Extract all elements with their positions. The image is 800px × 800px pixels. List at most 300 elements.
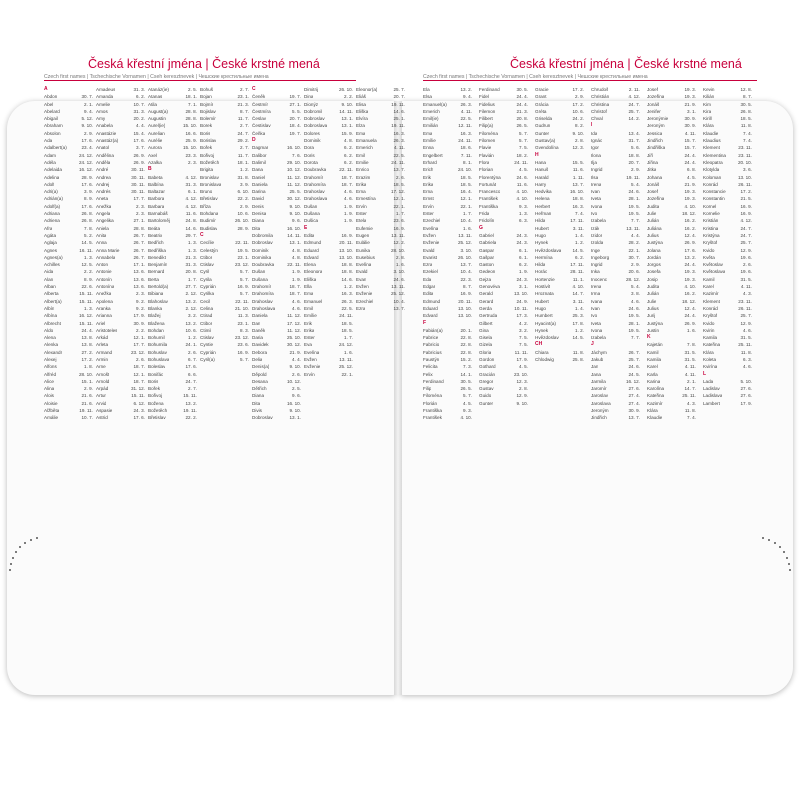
name-entry bbox=[96, 195, 145, 202]
name-day-date: 13. 10. bbox=[338, 254, 353, 260]
name-text: Bohuslava bbox=[148, 356, 170, 362]
name-entry bbox=[252, 268, 301, 275]
name-text: Dětřich bbox=[252, 386, 267, 392]
name-day-date: 14. 5. bbox=[572, 247, 584, 253]
name-text: Celina bbox=[200, 305, 214, 311]
name-text: Ema bbox=[423, 130, 433, 136]
name-day-date: 24. 7. bbox=[628, 101, 640, 107]
name-text: Arnošt bbox=[96, 371, 110, 377]
name-entry bbox=[479, 174, 528, 181]
name-entry bbox=[703, 320, 752, 327]
name-text: Bříza bbox=[200, 203, 211, 209]
name-day-date: 9. 10. bbox=[341, 101, 353, 107]
name-text: Karel bbox=[703, 284, 714, 290]
name-text: Dalibor bbox=[252, 152, 267, 158]
name-day-date: 4. 10. bbox=[572, 284, 584, 290]
name-text: Adalbert(a) bbox=[44, 145, 67, 151]
name-entry bbox=[200, 130, 249, 137]
name-day-date: 7. 5. bbox=[519, 335, 528, 341]
name-day-date: 30. 11. bbox=[131, 189, 145, 195]
name-text: Anatol bbox=[96, 145, 110, 151]
name-entry bbox=[200, 320, 249, 327]
name-day-date: 31. 3. bbox=[133, 108, 145, 114]
name-text: Hanuš bbox=[535, 167, 549, 173]
name-day-date: 4. 11. bbox=[684, 364, 696, 370]
name-text: Kleopatra bbox=[703, 159, 723, 165]
name-entry bbox=[703, 298, 752, 305]
name-day-date: 22. 11. bbox=[287, 262, 301, 268]
name-day-date: 31. 5. bbox=[740, 276, 752, 282]
name-text: Debora bbox=[252, 349, 268, 355]
name-entry bbox=[423, 378, 472, 385]
name-entry bbox=[252, 130, 301, 137]
name-day-date: 12. 8. bbox=[740, 87, 752, 92]
name-entry bbox=[44, 247, 93, 254]
name-day-date: 2. 8. bbox=[396, 254, 405, 260]
name-day-date: 10. 4. bbox=[393, 298, 405, 304]
name-text: Izolda bbox=[591, 240, 604, 246]
name-text: Evženie bbox=[356, 291, 373, 297]
name-entry bbox=[304, 320, 353, 327]
name-day-date: 14. 1. bbox=[460, 371, 472, 377]
name-day-date: 24. 5. bbox=[628, 371, 640, 377]
name-text: Erik bbox=[423, 174, 431, 180]
name-day-date: 6. 2. bbox=[519, 262, 528, 268]
name-entry bbox=[423, 232, 472, 239]
name-entry bbox=[535, 144, 584, 151]
name-text: Alban bbox=[44, 284, 56, 290]
name-text: Balbína bbox=[148, 181, 164, 187]
name-day-date: 16. 9. bbox=[393, 225, 405, 231]
name-text: Evženie bbox=[304, 364, 321, 370]
name-entry bbox=[479, 210, 528, 217]
name-entry bbox=[44, 188, 93, 195]
name-text: Evžen bbox=[304, 356, 317, 362]
name-entry bbox=[591, 407, 640, 414]
name-entry bbox=[479, 166, 528, 173]
name-day-date: 1. 11. bbox=[572, 174, 584, 180]
name-text: Blažena bbox=[148, 320, 165, 326]
name-entry bbox=[252, 363, 301, 370]
name-entry bbox=[44, 217, 93, 224]
name-text: Eufemie bbox=[356, 225, 373, 231]
name-entry bbox=[200, 195, 249, 202]
name-text: Drahoslav bbox=[252, 298, 273, 304]
name-entry bbox=[591, 268, 640, 275]
name-day-date: 25. 11. bbox=[682, 393, 696, 399]
name-entry bbox=[591, 378, 640, 385]
name-entry bbox=[148, 341, 197, 348]
name-day-date: 1. 3. bbox=[84, 254, 93, 260]
name-entry bbox=[535, 203, 584, 210]
name-entry bbox=[703, 247, 752, 254]
name-entry bbox=[304, 247, 353, 254]
name-entry bbox=[535, 356, 584, 363]
name-entry bbox=[200, 268, 249, 275]
name-entry bbox=[200, 152, 249, 159]
name-text: Amelie bbox=[96, 101, 111, 107]
name-text: Blažej bbox=[148, 313, 161, 319]
name-entry bbox=[356, 166, 405, 173]
name-day-date: 3. 11. bbox=[572, 298, 584, 304]
name-entry bbox=[252, 349, 301, 356]
name-day-date: 19. 3. bbox=[684, 196, 696, 202]
name-text: Annabela bbox=[96, 254, 116, 260]
name-entry bbox=[252, 385, 301, 392]
name-column bbox=[200, 86, 249, 363]
name-column bbox=[252, 86, 301, 422]
name-entry bbox=[423, 137, 472, 144]
name-text: Božetěch bbox=[148, 408, 168, 414]
name-text: Jaroslav bbox=[591, 393, 609, 399]
name-day-date: 30. 7. bbox=[81, 94, 93, 100]
name-text: Kvirin bbox=[703, 327, 715, 333]
name-entry bbox=[647, 174, 696, 181]
name-day-date: 19. 5. bbox=[628, 313, 640, 319]
name-column bbox=[423, 86, 472, 422]
name-entry bbox=[44, 181, 93, 188]
name-entry bbox=[591, 101, 640, 108]
name-entry bbox=[304, 371, 353, 378]
name-day-date: 24. 4. bbox=[516, 101, 528, 107]
name-entry bbox=[703, 385, 752, 392]
name-text: Ida bbox=[591, 130, 598, 136]
name-day-date: 5. 4. bbox=[631, 181, 640, 187]
name-day-date: 8. 2. bbox=[575, 123, 584, 129]
name-day-date: 22. 1. bbox=[341, 371, 353, 377]
name-day-date: 20. 7. bbox=[393, 94, 405, 100]
name-entry bbox=[356, 86, 405, 93]
name-entry bbox=[200, 217, 249, 224]
name-entry bbox=[647, 247, 696, 254]
name-entry bbox=[44, 239, 93, 246]
name-entry bbox=[423, 210, 472, 217]
name-text: Irma bbox=[591, 291, 601, 297]
name-text: Cyril(a) bbox=[200, 356, 215, 362]
name-day-date: 24. 9. bbox=[516, 298, 528, 304]
name-day-date: 13. 6. bbox=[133, 276, 145, 282]
name-text: Axel bbox=[148, 152, 157, 158]
name-entry bbox=[423, 392, 472, 399]
name-text: Eleonor(a) bbox=[356, 87, 378, 92]
name-entry bbox=[304, 327, 353, 334]
name-entry bbox=[96, 407, 145, 414]
name-entry bbox=[535, 320, 584, 327]
name-day-date: 31. 5. bbox=[740, 335, 752, 341]
name-text: Gaston bbox=[479, 262, 494, 268]
name-entry bbox=[703, 254, 752, 261]
name-day-date: 25. 12. bbox=[338, 364, 353, 370]
letter-heading-text: D bbox=[252, 137, 256, 144]
name-entry bbox=[647, 371, 696, 378]
name-text: Albín bbox=[44, 305, 55, 311]
name-text: Aurélie bbox=[148, 138, 163, 144]
name-day-date: 7. 4. bbox=[575, 211, 584, 217]
name-day-date: 27. 4. bbox=[628, 393, 640, 399]
name-entry bbox=[356, 152, 405, 159]
name-text: Achilles bbox=[44, 262, 60, 268]
name-day-date: 15. 7. bbox=[684, 145, 696, 151]
name-text: Justin bbox=[647, 327, 660, 333]
name-entry bbox=[703, 276, 752, 283]
name-text: Albrecht bbox=[44, 320, 61, 326]
name-day-date: 30. 5. bbox=[740, 101, 752, 107]
name-day-date: 9. 10. bbox=[572, 130, 584, 136]
name-text: Ferdinand bbox=[479, 87, 500, 92]
name-text: Erika bbox=[304, 327, 315, 333]
name-day-date: 22. 5. bbox=[341, 305, 353, 311]
name-day-date: 17. 2. bbox=[572, 87, 584, 92]
name-text: Ema bbox=[304, 291, 314, 297]
name-entry bbox=[96, 298, 145, 305]
name-day-date: 16. 10. bbox=[286, 145, 301, 151]
name-text: Fabricius bbox=[423, 349, 442, 355]
name-entry bbox=[535, 210, 584, 217]
name-text: Florián bbox=[423, 400, 438, 406]
name-entry bbox=[44, 371, 93, 378]
name-day-date: 6. 7. bbox=[188, 356, 197, 362]
name-text: Igor bbox=[591, 145, 599, 151]
name-text: Josef bbox=[647, 189, 658, 195]
name-entry bbox=[591, 327, 640, 334]
name-entry bbox=[479, 188, 528, 195]
name-entry bbox=[148, 305, 197, 312]
name-entry bbox=[535, 108, 584, 115]
name-text: Alžběta bbox=[44, 408, 60, 414]
name-text: Amadeus bbox=[96, 87, 116, 92]
name-day-date: 18. 5. bbox=[460, 174, 472, 180]
name-day-date: 7. 5. bbox=[519, 145, 528, 151]
name-entry bbox=[423, 108, 472, 115]
name-text: Ilsa bbox=[591, 174, 599, 180]
name-entry bbox=[356, 232, 405, 239]
name-text: Klement bbox=[703, 298, 720, 304]
name-day-date: 1. 3. bbox=[188, 247, 197, 253]
name-text: Elena bbox=[304, 262, 316, 268]
name-entry bbox=[200, 334, 249, 341]
name-day-date: 19. 3. bbox=[684, 269, 696, 275]
name-day-date: 3. 7. bbox=[136, 145, 145, 151]
name-entry bbox=[423, 268, 472, 275]
name-text: Ctislav bbox=[200, 262, 214, 268]
name-day-date: 13. 1. bbox=[341, 123, 353, 129]
name-text: Dobroslav bbox=[252, 415, 273, 421]
name-text: Francesco bbox=[479, 189, 501, 195]
name-entry bbox=[148, 108, 197, 115]
name-day-date: 12. 1. bbox=[460, 196, 472, 202]
name-day-date: 17. 7. bbox=[133, 342, 145, 348]
name-text: Christián bbox=[591, 94, 610, 100]
name-text: Čeňka bbox=[252, 130, 266, 136]
name-day-date: 24. 3. bbox=[516, 240, 528, 246]
name-entry bbox=[423, 407, 472, 414]
name-day-date: 5. 7. bbox=[240, 291, 249, 297]
name-day-date: 20. 2. bbox=[133, 116, 145, 122]
name-text: Drahoslava bbox=[252, 305, 276, 311]
name-text: Kamil bbox=[647, 349, 659, 355]
name-text: Cyntie bbox=[200, 342, 214, 348]
name-text: Bonifác bbox=[148, 371, 164, 377]
name-entry bbox=[304, 298, 353, 305]
name-entry bbox=[591, 283, 640, 290]
name-text: Daniela bbox=[252, 181, 268, 187]
name-day-date: 10. 11. bbox=[514, 305, 528, 311]
name-text: Cyrila bbox=[200, 276, 212, 282]
name-text: Božetěch bbox=[200, 159, 220, 165]
name-entry bbox=[647, 320, 696, 327]
name-entry bbox=[200, 166, 249, 173]
name-entry bbox=[252, 217, 301, 224]
name-day-date: 15. 4. bbox=[133, 130, 145, 136]
name-entry bbox=[148, 101, 197, 108]
name-text: Filomen bbox=[479, 138, 496, 144]
name-day-date: 2. 3. bbox=[188, 159, 197, 165]
name-text: Adolf bbox=[44, 181, 55, 187]
name-text: Diana bbox=[252, 218, 265, 224]
name-text: Klementina bbox=[703, 152, 726, 158]
name-day-date: 10. 7. bbox=[133, 101, 145, 107]
name-entry bbox=[703, 378, 752, 385]
name-text: Faustýn bbox=[423, 356, 440, 362]
name-entry bbox=[304, 349, 353, 356]
name-day-date: 24. 4. bbox=[81, 327, 93, 333]
name-text: Jeroným bbox=[591, 408, 609, 414]
name-text: Eda bbox=[423, 276, 432, 282]
name-day-date: 4. 10. bbox=[684, 284, 696, 290]
name-day-date: 27. 1. bbox=[133, 218, 145, 224]
name-day-date: 24. 7. bbox=[185, 378, 197, 384]
name-entry bbox=[44, 276, 93, 283]
name-text: Enna bbox=[423, 145, 434, 151]
name-entry bbox=[703, 195, 752, 202]
name-text: Hilda bbox=[535, 218, 546, 224]
name-day-date: 30. 12. bbox=[286, 196, 301, 202]
name-day-date: 4. 6. bbox=[631, 298, 640, 304]
name-entry bbox=[252, 174, 301, 181]
name-entry bbox=[44, 225, 93, 232]
name-entry bbox=[423, 327, 472, 334]
name-entry bbox=[96, 254, 145, 261]
name-day-date: 1. 9. bbox=[344, 211, 353, 217]
name-entry bbox=[591, 312, 640, 319]
name-text: Cyprián bbox=[200, 284, 216, 290]
name-entry bbox=[591, 181, 640, 188]
name-text: Alberta bbox=[44, 291, 59, 297]
name-day-date: 1. 6. bbox=[463, 225, 472, 231]
name-day-date: 26. 9. bbox=[684, 240, 696, 246]
name-day-date: 23. 10. bbox=[513, 371, 528, 377]
name-text: Kim bbox=[703, 101, 711, 107]
name-column bbox=[479, 86, 528, 407]
name-day-date: 17. 12. bbox=[390, 189, 405, 195]
name-entry bbox=[304, 305, 353, 312]
name-day-date: 21. 10. bbox=[234, 305, 249, 311]
name-entry bbox=[591, 363, 640, 370]
name-text: Božena bbox=[148, 400, 164, 406]
name-day-date: 24. 4. bbox=[684, 313, 696, 319]
name-entry bbox=[423, 312, 472, 319]
name-entry bbox=[703, 101, 752, 108]
name-text: Emílie bbox=[304, 313, 317, 319]
name-entry bbox=[423, 159, 472, 166]
name-text: Florentýna bbox=[479, 174, 501, 180]
name-text: Alina bbox=[44, 386, 55, 392]
name-day-date: 1. 8. bbox=[84, 364, 93, 370]
name-text: Fabrice bbox=[423, 335, 439, 341]
name-text: Gedeon bbox=[479, 269, 496, 275]
name-text: Kvirína bbox=[703, 364, 718, 370]
name-day-date: 4. 5. bbox=[519, 167, 528, 173]
name-text: Erik bbox=[304, 320, 312, 326]
name-day-date: 18. 12. bbox=[681, 298, 696, 304]
name-text: Baltazar bbox=[148, 189, 165, 195]
name-entry bbox=[96, 174, 145, 181]
name-day-date: 28. 12. bbox=[625, 276, 640, 282]
name-text: Erna bbox=[356, 189, 366, 195]
name-entry bbox=[252, 159, 301, 166]
name-entry bbox=[647, 261, 696, 268]
name-day-date: 25. 5. bbox=[289, 189, 301, 195]
name-day-date: 25. 7. bbox=[628, 356, 640, 362]
name-text: Edvard bbox=[304, 254, 319, 260]
letter-heading bbox=[703, 371, 752, 378]
name-text: Daria bbox=[252, 335, 263, 341]
name-day-date: 24. 8. bbox=[185, 218, 197, 224]
name-day-date: 20. 6. bbox=[628, 269, 640, 275]
name-text: Alexandr bbox=[44, 349, 63, 355]
name-day-date: 25. 11. bbox=[738, 342, 752, 348]
name-entry bbox=[200, 341, 249, 348]
name-text: Ervín bbox=[356, 203, 367, 209]
name-text: Adri(a) bbox=[44, 189, 58, 195]
name-entry bbox=[148, 174, 197, 181]
name-entry bbox=[591, 298, 640, 305]
name-day-date: 21. 6. bbox=[81, 400, 93, 406]
name-text: Desana bbox=[252, 378, 268, 384]
name-text: Eduard bbox=[423, 305, 438, 311]
name-day-date: 19. 11. bbox=[183, 408, 197, 414]
name-day-date: 1. 2. bbox=[575, 327, 584, 333]
name-entry bbox=[148, 152, 197, 159]
name-text: Aspasie bbox=[96, 408, 113, 414]
name-entry bbox=[479, 195, 528, 202]
name-entry bbox=[356, 115, 405, 122]
name-entry bbox=[591, 232, 640, 239]
name-day-date: 20. 8. bbox=[185, 269, 197, 275]
name-text: Fidel bbox=[479, 94, 489, 100]
name-text: Engelbert bbox=[423, 152, 443, 158]
name-text: Dolores bbox=[304, 130, 320, 136]
name-text: Jordán bbox=[647, 254, 662, 260]
name-text: Evan bbox=[356, 276, 367, 282]
name-text: Kazimír bbox=[647, 400, 663, 406]
name-day-date: 26. 7. bbox=[628, 349, 640, 355]
name-text: Břetislav bbox=[200, 196, 218, 202]
name-entry bbox=[356, 217, 405, 224]
name-day-date: 22. 1. bbox=[628, 247, 640, 253]
name-day-date: 18. 8. bbox=[341, 262, 353, 268]
left-corner-dots-icon bbox=[7, 536, 47, 576]
name-text: Blahoslav bbox=[148, 298, 168, 304]
name-day-date: 5. 7. bbox=[240, 269, 249, 275]
name-day-date: 25. 8. bbox=[572, 356, 584, 362]
name-entry bbox=[44, 115, 93, 122]
name-text: Jurij bbox=[647, 313, 656, 319]
name-entry bbox=[535, 312, 584, 319]
name-text: Gašpar bbox=[479, 254, 495, 260]
name-day-date: 19. 3. bbox=[684, 189, 696, 195]
name-entry bbox=[423, 152, 472, 159]
